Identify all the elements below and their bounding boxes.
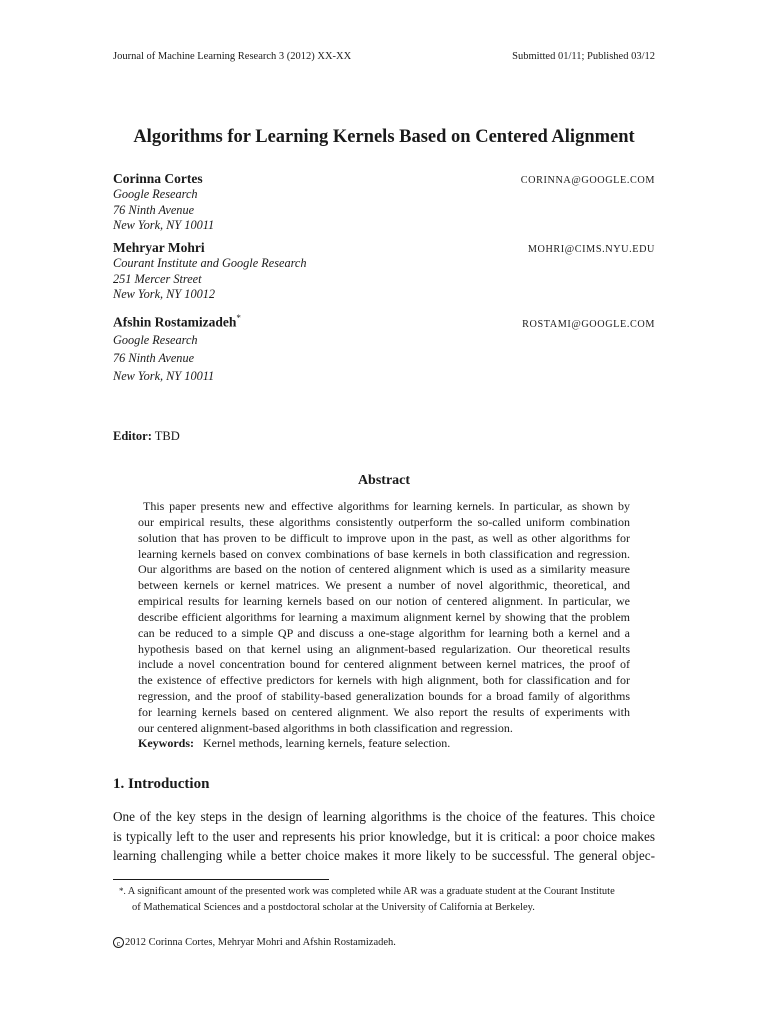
body-line: One of the key steps in the design of learning algorithms is the choice of the features. This choice [113,809,655,824]
body-line: is typically left to the user and represents his prior knowledge, but it is critical: a poor choice makes [113,828,655,844]
author-affiliation-line: New York, NY 10011 [113,368,215,383]
section-heading-introduction: 1. Introduction [113,776,210,792]
abstract-body [138,499,630,737]
author-email[interactable]: MOHRI@CIMS.NYU.EDU [527,244,655,255]
author-affiliation-line: New York, NY 10011 [113,218,215,233]
keywords-label: Keywords: [138,736,194,750]
submission-dates: Submitted 01/11; Published 03/12 [512,51,655,62]
footnote-divider [113,879,329,880]
abstract-line: empirical results for learning kernels based on our notion of centered alignment. In particular, we [138,594,630,609]
abstract-line: hypothesis based on that kernel using an alignment-based regularization. Our theoretical results [138,641,630,656]
abstract-line: describe efficient algorithms for learning a maximum alignment kernel by showing that the problem [138,609,630,624]
editor-value: TBD [154,429,180,443]
journal-citation: Journal of Machine Learning Research 3 (2012) XX-XX [113,51,352,62]
author-email[interactable]: CORINNA@GOOGLE.COM [520,175,655,186]
abstract-line: learning kernels based on convex combinations of base kernels in both classification and regression. [138,546,630,561]
author-block-rostamizadeh [113,313,655,385]
author-name-with-mark [113,313,241,331]
abstract-heading: Abstract [357,473,411,488]
keywords-line [138,736,450,751]
author-email[interactable]: ROSTAMI@GOOGLE.COM [522,318,655,330]
author-block-cortes [113,171,655,234]
abstract-line: This paper presents new and effective algorithms for learning kernels. In particular, as shown by [143,499,630,513]
author-affiliation-line: New York, NY 10012 [113,287,216,302]
footnote [113,883,655,916]
abstract-line: Our algorithms are based on the notion of centered alignment which is used as a similarity measure [138,562,630,577]
author-affiliation-line: Google Research [113,187,198,201]
copyright-icon: c [113,937,124,948]
author-affiliation-line: 76 Ninth Avenue [113,202,195,217]
footnote-text: A significant amount of the presented work was completed while AR was a graduate student at the Courant Institute [127,886,615,897]
running-head [113,51,655,62]
paper-title: Algorithms for Learning Kernels Based on Centered Alignment [133,127,635,147]
editor-line [113,429,180,444]
abstract-line: for learning kernels based on centered alignment. We also report the results of experiments with [138,704,630,719]
author-name: Mehryar Mohri [113,240,205,255]
author-affiliation-line: 251 Mercer Street [113,271,202,286]
author-affiliation-line: Courant Institute and Google Research [113,256,307,270]
abstract-line: our centered alignment-based algorithms in both classification and regression. [138,720,513,735]
footnote-mark: * [236,313,241,323]
author-affiliation-line: Google Research [113,332,198,347]
abstract-line: solution that has proven to be difficult to improve upon in the past, as well as other algorithms for [138,530,630,545]
author-block-mohri [113,240,655,303]
abstract-line: include a novel concentration bound for centered alignment between kernel matrices, the proof of [138,657,630,672]
abstract-line: between kernels or kernel matrices. We present a number of novel algorithmic, theoretical, and [138,578,630,593]
author-affiliation-line: 76 Ninth Avenue [113,350,195,365]
abstract-line: can be reduced to a simple QP and discuss a one-stage algorithm for learning both a kernel and a [138,625,630,640]
footnote-line-first [113,883,655,900]
footnote-mark: *. [119,886,126,896]
introduction-body [113,807,655,866]
editor-label: Editor: [113,429,152,443]
body-line: learning challenging while a better choice makes it more likely to be successful. The general objec- [113,848,655,863]
footnote-line: of Mathematical Sciences and a postdoctoral scholar at the University of California at Berkeley. [132,902,535,913]
abstract-line: the existence of effective predictors for kernels with high alignment, both for classification and for [138,673,630,688]
abstract-line: our empirical results, these algorithms consistently outperform the so-called uniform combination [138,514,630,529]
keywords-value: Kernel methods, learning kernels, feature selection. [203,736,451,750]
copyright-line [113,937,396,948]
author-name: Afshin Rostamizadeh [113,314,237,330]
copyright-text: 2012 Corinna Cortes, Mehryar Mohri and Afshin Rostamizadeh. [125,937,396,948]
author-name: Corinna Cortes [113,171,203,186]
abstract-line: regression, and the proof of stability-based generalization bounds for a broad family of algorithms [138,689,630,704]
